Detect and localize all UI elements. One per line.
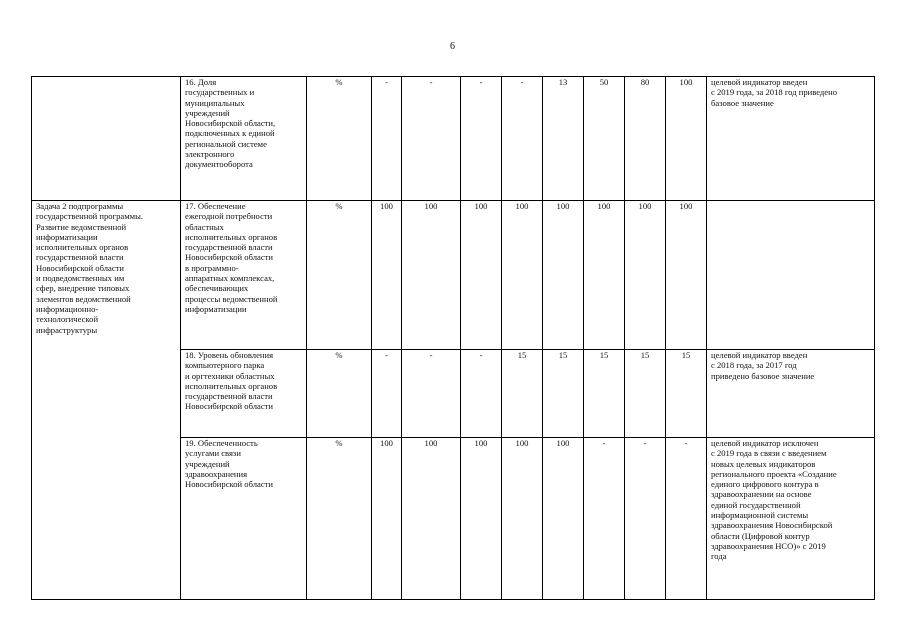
value-cell: 100 <box>402 201 461 350</box>
value-cell: 100 <box>543 438 584 600</box>
value-cell: 15 <box>502 350 543 438</box>
value-cell: 100 <box>625 201 666 350</box>
value-cell: 100 <box>372 201 402 350</box>
value-cell: - <box>502 77 543 201</box>
indicator-cell: 16. Доля государственных и муниципальных учреждений Новосибирской области, подключенных к единой региональной системе электронного документооборота <box>181 77 307 201</box>
table-row <box>32 201 875 350</box>
value-cell: - <box>625 438 666 600</box>
value-cell: 15 <box>666 350 707 438</box>
unit-cell: % <box>307 77 372 201</box>
value-cell: 13 <box>543 77 584 201</box>
value-cell: 100 <box>666 77 707 201</box>
value-cell: - <box>372 350 402 438</box>
note-cell <box>707 201 875 350</box>
value-cell: - <box>402 350 461 438</box>
value-cell: 15 <box>625 350 666 438</box>
value-cell: 80 <box>625 77 666 201</box>
value-cell: 100 <box>461 438 502 600</box>
value-cell: 15 <box>584 350 625 438</box>
value-cell: - <box>461 350 502 438</box>
unit-cell: % <box>307 438 372 600</box>
value-cell: 50 <box>584 77 625 201</box>
note-cell: целевой индикатор введен с 2018 года, за 2017 год приведено базовое значение <box>707 350 875 438</box>
value-cell: 100 <box>502 201 543 350</box>
value-cell: 100 <box>402 438 461 600</box>
task-cell-empty <box>32 77 181 201</box>
value-cell: - <box>372 77 402 201</box>
unit-cell: % <box>307 350 372 438</box>
indicators-table <box>31 76 875 600</box>
value-cell: 100 <box>584 201 625 350</box>
value-cell: 100 <box>461 201 502 350</box>
value-cell: 100 <box>543 201 584 350</box>
value-cell: 100 <box>372 438 402 600</box>
value-cell: 100 <box>666 201 707 350</box>
indicator-cell: 18. Уровень обновления компьютерного парка и оргтехники областных исполнительных органов государственной власти Новосибирской области <box>181 350 307 438</box>
indicator-cell: 19. Обеспеченность услугами связи учреждений здравоохранения Новосибирской области <box>181 438 307 600</box>
value-cell: - <box>402 77 461 201</box>
note-cell: целевой индикатор введен с 2019 года, за 2018 год приведено базовое значение <box>707 77 875 201</box>
value-cell: - <box>461 77 502 201</box>
value-cell: 15 <box>543 350 584 438</box>
unit-cell: % <box>307 201 372 350</box>
indicator-cell: 17. Обеспечение ежегодной потребности областных исполнительных органов государственной власти Новосибирской области в программно- аппаратных комплексах, обеспечивающих процессы ведомственной информатизации <box>181 201 307 350</box>
value-cell: - <box>666 438 707 600</box>
value-cell: 100 <box>502 438 543 600</box>
page-number: 6 <box>450 41 455 52</box>
note-cell: целевой индикатор исключен с 2019 года в связи с введением новых целевых индикаторов регионального проекта «Создание единого цифрового контура в здравоохранении на основе единой государственной информационной системы здравоохранения Новосибирской области (Цифровой контур здравоохранения НСО)» с 2019 года <box>707 438 875 600</box>
value-cell: - <box>584 438 625 600</box>
task-cell: Задача 2 подпрограммы государственной программы. Развитие ведомственной информатизации исполнительных органов государственной власти Новосибирской области и подведомственных им сфер, внедрение типовых элементов ведомственной информационно- технологической инфраструктуры <box>32 201 181 600</box>
table-row <box>32 77 875 201</box>
